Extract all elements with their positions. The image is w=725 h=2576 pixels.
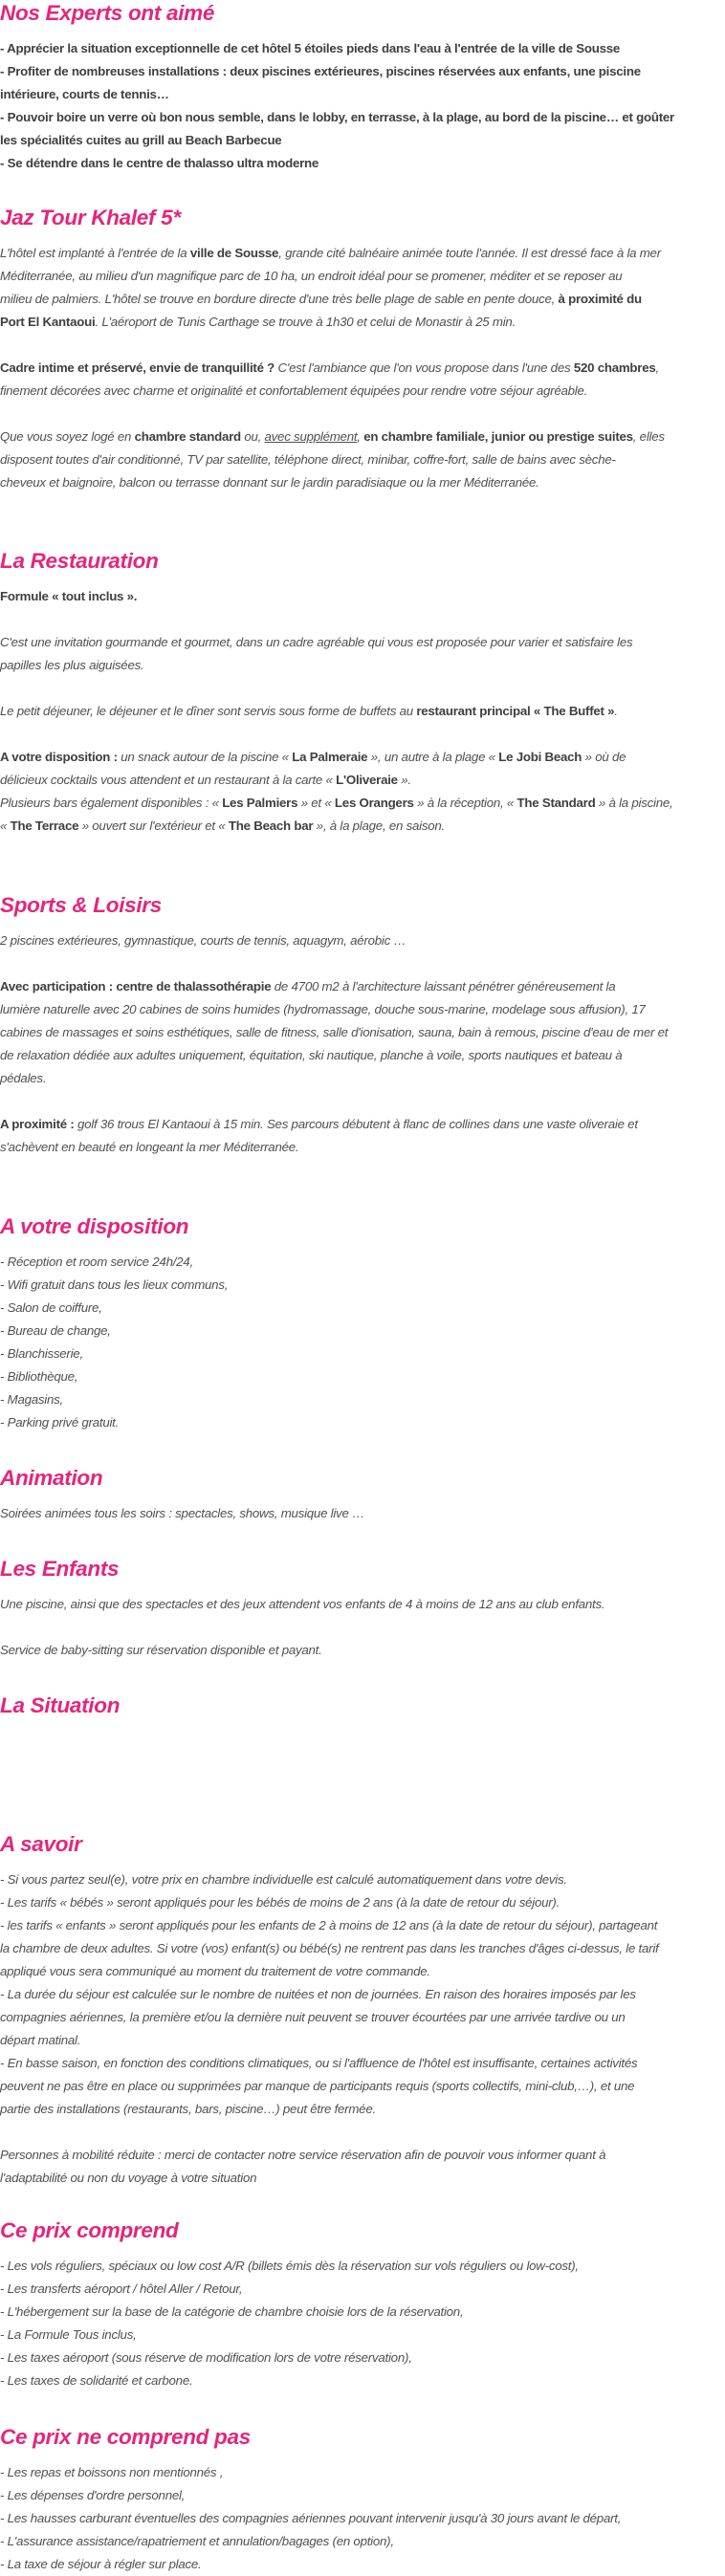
list-item: - Salon de coiffure, bbox=[0, 1300, 102, 1315]
restauration-intro: C'est une invitation gourmande et gourmet, dans un cadre agréable qui vous est proposée pour varier et satisfaire les bbox=[0, 635, 633, 649]
hotel-rooms-details: Que vous soyez logé en chambre standard ou, avec supplément, en chambre familiale, junior ou prestige suites, elles disposent toutes d'air conditionné, TV par satellite, téléphone direct, minibar, coffre-fort, salle de bains avec sèche- cheveux et baignoire, balcon ou terrasse donnant sur le jardin paradisiaque ou la mer Méditerranée. bbox=[0, 429, 665, 490]
experts-line: les spécialités cuites au grill au Beach Barbecue bbox=[0, 133, 282, 147]
experts-line: - Apprécier la situation exceptionnelle de cet hôtel 5 étoiles pieds dans l'eau à l'entrée de la ville de Sousse bbox=[0, 41, 621, 55]
list-item: - Les repas et boissons non mentionnés , bbox=[0, 2465, 224, 2479]
animation-text: Soirées animées tous les soirs : spectacles, shows, musique live … bbox=[0, 1506, 365, 1520]
list-item: - Blanchisserie, bbox=[0, 1346, 83, 1361]
sports-participation: Avec participation : centre de thalassothérapie de 4700 m2 à l'architecture laissant pénétrer généreusement la lumière naturelle avec 20 cabines de soins humides (hydromassage, douche sous-marine, modelage sous affusion), 17 cabines de massages et soins esthétiques, salle de fitness, salle d'ionisation, sauna, bain à remous, piscine d'eau de mer et de relaxation dédiée aux adultes uniquement, équitation, ski nautique, planche à voile, sports nautiques et bateau à pédales. bbox=[0, 979, 669, 1085]
savoir-line: appliqué vous sera communiqué au moment du traitement de votre commande. bbox=[0, 1964, 430, 1978]
savoir-line: - En basse saison, en fonction des conditions climatiques, ou si l'affluence de l'hôtel est insuffisante, certaines activités bbox=[0, 2056, 638, 2070]
non-comprend-section bbox=[0, 2424, 725, 2576]
disposition-title: A votre disposition bbox=[0, 1214, 189, 1238]
list-item: - Bureau de change, bbox=[0, 1323, 111, 1338]
list-item: - Les taxes de solidarité et carbone. bbox=[0, 2373, 193, 2388]
experts-line: - Pouvoir boire un verre où bon nous semble, dans le lobby, en terrasse, à la plage, au bord de la piscine… et goûter bbox=[0, 110, 674, 124]
enfants-section bbox=[0, 1556, 725, 1662]
mobilite-note: Personnes à mobilité réduite : merci de contacter notre service réservation afin de pouvoir vous informer quant à bbox=[0, 2148, 606, 2162]
savoir-line: - Si vous partez seul(e), votre prix en chambre individuelle est calculé automatiquement dans votre devis. bbox=[0, 1872, 567, 1887]
sports-proximite: A proximité : golf 36 trous El Kantaoui à 15 min. Ses parcours débutent à flanc de collines dans une vaste oliveraie et s'achèvent en beauté en longeant la mer Méditerranée. bbox=[0, 1117, 638, 1154]
restauration-formule: Formule « tout inclus ». bbox=[0, 589, 138, 603]
enfants-title: Les Enfants bbox=[0, 1557, 120, 1581]
list-item: - Magasins, bbox=[0, 1392, 63, 1407]
savoir-line: départ matinal. bbox=[0, 2033, 81, 2047]
restauration-section bbox=[0, 548, 725, 838]
experts-line: intérieure, courts de tennis… bbox=[0, 87, 169, 101]
list-item: - Réception et room service 24h/24, bbox=[0, 1255, 193, 1269]
list-item: - Les transferts aéroport / hôtel Aller / Retour, bbox=[0, 2281, 243, 2296]
savoir-line: la chambre de deux adultes. Si votre (vos) enfant(s) ou bébé(s) ne rentrent pas dans les tranches d'âges ci-dessus, le tarif bbox=[0, 1941, 659, 1955]
sports-section bbox=[0, 892, 725, 1159]
list-item: - Parking privé gratuit. bbox=[0, 1415, 120, 1430]
hotel-description: L'hôtel est implanté à l'entrée de la ville de Sousse, grande cité balnéaire animée toute l'année. Il est dressé face à la mer Méditerranée, au milieu d'un magnifique parc de 10 ha, un endroit idéal pour se promener, méditer et se reposer au milieu de palmiers. L'hôtel se trouve en bordure directe d'une très belle plage de sable en pente douce, à proximité du Port El Kantaoui. L'aéroport de Tunis Carthage se trouve à 1h30 et celui de Monastir à 25 min. bbox=[0, 246, 661, 329]
enfants-babysitting: Service de baby-sitting sur réservation disponible et payant. bbox=[0, 1643, 322, 1657]
savoir-line: partie des installations (restaurants, bars, piscine…) peut être fermée. bbox=[0, 2102, 376, 2116]
animation-title: Animation bbox=[0, 1466, 103, 1490]
restauration-intro: papilles les plus aiguisées. bbox=[0, 658, 144, 672]
disposition-section bbox=[0, 1213, 725, 1434]
animation-section bbox=[0, 1465, 725, 1525]
hotel-rooms-intro: Cadre intime et préservé, envie de tranquillité ? C'est l'ambiance que l'on vous propose dans l'une des 520 chambres, finement décorées avec charme et originalité et confortablement équipées pour rendre votre séjour agréable. bbox=[0, 360, 659, 398]
enfants-text: Une piscine, ainsi que des spectacles et des jeux attendent vos enfants de 4 à moins de 12 ans au club enfants. bbox=[0, 1597, 605, 1611]
experts-title: Nos Experts ont aimé bbox=[0, 1, 215, 25]
situation-title: La Situation bbox=[0, 1693, 121, 1717]
list-item: - Les taxes aéroport (sous réserve de modification lors de votre réservation), bbox=[0, 2350, 412, 2365]
experts-line: - Profiter de nombreuses installations : deux piscines extérieures, piscines réservées aux enfants, une piscine bbox=[0, 64, 641, 78]
list-item: - L'hébergement sur la base de la catégorie de chambre choisie lors de la réservation, bbox=[0, 2304, 464, 2319]
list-item: - Les hausses carburant éventuelles des compagnies aériennes pouvant intervenir jusqu'à 30 jours avant le départ, bbox=[0, 2511, 622, 2525]
list-item: - Les dépenses d'ordre personnel, bbox=[0, 2488, 186, 2502]
list-item: - Les vols réguliers, spéciaux ou low cost A/R (billets émis dès la réservation sur vols réguliers ou low-cost), bbox=[0, 2259, 579, 2273]
restauration-bars: A votre disposition : un snack autour de la piscine « La Palmeraie », un autre à la plage « Le Jobi Beach » où de délicieux cocktails vous attendent et un restaurant à la carte « L'Oliveraie ». Plusieurs bars également disponibles : « Les Palmiers » et « Les Orangers » à la réception, « The Standard » à la piscine, « The Terrace » ouvert sur l'extérieur et « The Beach bar », à la plage, en saison. bbox=[0, 750, 673, 833]
situation-section bbox=[0, 1692, 725, 1719]
supplement-note: avec supplément bbox=[264, 429, 358, 444]
experts-line: - Se détendre dans le centre de thalasso ultra moderne bbox=[0, 156, 319, 170]
hotel-title: Jaz Tour Khalef 5* bbox=[0, 206, 181, 229]
list-item: - La taxe de séjour à régler sur place. bbox=[0, 2557, 202, 2571]
hotel-section bbox=[0, 205, 725, 494]
savoir-line: peuvent ne pas être en place ou supprimées par manque de participants requis (sports collectifs, mini-club,…), et une bbox=[0, 2079, 635, 2093]
savoir-line: - Les tarifs « bébés » seront appliqués pour les bébés de moins de 2 ans (à la date de retour du séjour). bbox=[0, 1895, 560, 1910]
list-item: - Wifi gratuit dans tous les lieux communs, bbox=[0, 1277, 229, 1292]
savoir-section bbox=[0, 1831, 725, 2190]
restauration-title: La Restauration bbox=[0, 549, 159, 573]
savoir-title: A savoir bbox=[0, 1832, 82, 1856]
comprend-section bbox=[0, 2217, 725, 2392]
list-item: - La Formule Tous inclus, bbox=[0, 2327, 137, 2342]
non-comprend-title: Ce prix ne comprend pas bbox=[0, 2425, 251, 2449]
savoir-line: - La durée du séjour est calculée sur le nombre de nuitées et non de journées. En raison des horaires imposés par les bbox=[0, 1987, 636, 2001]
restauration-buffet: Le petit déjeuner, le déjeuner et le dîner sont servis sous forme de buffets au restaurant principal « The Buffet ». bbox=[0, 704, 618, 718]
list-item: - Bibliothèque, bbox=[0, 1369, 78, 1384]
savoir-line: - les tarifs « enfants » seront appliqués pour les enfants de 2 à moins de 12 ans (à la date de retour du séjour), partageant bbox=[0, 1918, 658, 1932]
mobilite-note: l'adaptabilité ou non du voyage à votre situation bbox=[0, 2171, 257, 2185]
sports-included: 2 piscines extérieures, gymnastique, courts de tennis, aquagym, aérobic … bbox=[0, 933, 406, 948]
comprend-title: Ce prix comprend bbox=[0, 2218, 179, 2242]
list-item: - L'assurance assistance/rapatriement et annulation/bagages (en option), bbox=[0, 2534, 394, 2548]
sports-title: Sports & Loisirs bbox=[0, 893, 162, 917]
savoir-line: compagnies aériennes, la première et/ou la dernière nuit peuvent se trouver écourtées par une arrivée tardive ou un bbox=[0, 2010, 626, 2024]
experts-section bbox=[0, 0, 725, 175]
